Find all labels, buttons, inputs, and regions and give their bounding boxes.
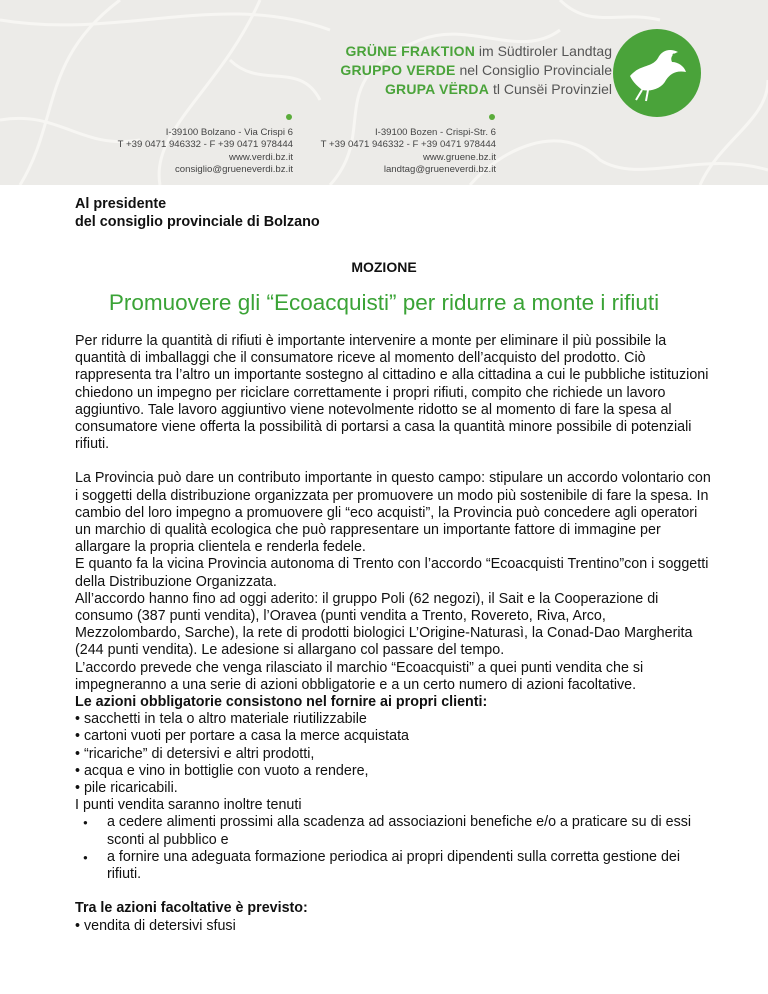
list-item: • “ricariche” di detersivi e altri prodotti, (75, 745, 315, 762)
brand-line-lad: GRUPA VËRDA tl Cunsëi Provinziel (384, 81, 612, 97)
email-link[interactable]: landtag@grueneverdi.bz.it (383, 164, 496, 176)
website-link[interactable]: www.gruene.bz.it (422, 151, 496, 163)
brand-line-it: GRUPPO VERDE nel Consiglio Provinciale (340, 62, 612, 78)
recipient (75, 195, 320, 231)
section-heading: Tra le azioni facoltative è previsto: (75, 900, 308, 917)
list-item: • acqua e vino in bottiglie con vuoto a rendere, (75, 762, 369, 779)
green-dot (286, 114, 292, 120)
list-item: • sacchetti in tela o altro materiale riutilizzabile (75, 711, 367, 728)
address-line: I-39100 Bolzano - Via Crispi 6 (165, 127, 293, 138)
document-body (75, 333, 715, 935)
address-it (118, 127, 293, 177)
paragraph: I punti vendita saranno inoltre tenuti (75, 797, 302, 814)
dove-logo-icon (612, 28, 702, 118)
brand-line-de: GRÜNE FRAKTION im Südtiroler Landtag (345, 43, 612, 59)
phone-line: T +39 0471 946332 - F +39 0471 978444 (320, 139, 496, 151)
email-link[interactable]: consiglio@grueneverdi.bz.it (175, 164, 293, 176)
document-type: MOZIONE (351, 259, 417, 275)
paragraph: La Provincia può dare un contributo importante in questo campo: stipulare un accordo volontario con i soggetti della distribuzione organizzata per promuovere un modo più sostenibile di fare la spesa. In cambio del loro impegno a promuovere gli “eco acquisti”, la Provincia può concedere agli operatori un marchio di qualità ecologica che può rappresentare un importante fattore di immagine per allargare la propria clientela e renderla fedele. (75, 470, 711, 556)
recipient-line: Al presidente (75, 196, 167, 212)
paragraph: Per ridurre la quantità di rifiuti è importante intervenire a monte per eliminare il più possibile la quantità di imballaggi che il consumatore riceve al momento dell’acquisto del prodotto. Ciò rappresenta tra l’altro un importante sostegno al cittadino e alla cittadina a cui le pubbliche istituzioni chiedono un impegno per riciclare correttamente i propri rifiuti, compito che richiede un lavoro aggiuntivo. Tale lavoro aggiuntivo viene notevolmente ridotto se al momento di fare la spesa al consumatore viene offerta la possibilità di portarsi a casa la quantità minore possibile di potenziali rifiuti. (75, 333, 709, 453)
recipient-line: del consiglio provinciale di Bolzano (75, 214, 320, 230)
list-item: • cartoni vuoti per portare a casa la merce acquistata (75, 728, 410, 745)
list-item: • pile ricaricabili. (75, 780, 178, 797)
section-heading: Le azioni obbligatorie consistono nel fornire ai propri clienti: (75, 694, 488, 711)
website-link[interactable]: www.verdi.bz.it (229, 151, 293, 163)
paragraph: L’accordo prevede che venga rilasciato il marchio “Ecoacquisti” a quei punti vendita che si impegneranno a una serie di azioni obbligatorie e a un certo numero di azioni facoltative. (75, 659, 644, 693)
paragraph: All’accordo hanno fino ad oggi aderito: il gruppo Poli (62 negozi), il Sait e la Cooperazione di consumo (387 punti vendita), l’Oravea (punti vendita a Trento, Rovereto, Riva, Arco, Mezzolombardo, Sarche), la rete di prodotti biologici L’Origine-Naturasì, la Conad-Dao Margherita (244 punti vendita). Le adesione si allargano col passare del tempo. (75, 590, 693, 659)
green-dot (489, 114, 495, 120)
letterhead (0, 0, 768, 185)
document-title: Promuovere gli “Ecoacquisti” per ridurre a monte i rifiuti (108, 290, 660, 315)
bullet-icon: ● (83, 852, 88, 862)
phone-line: T +39 0471 946332 - F +39 0471 978444 (117, 139, 293, 151)
list-item: ● a fornire una adeguata formazione periodica ai propri dipendenti sulla corretta gestione dei rifiuti. (75, 849, 715, 883)
bullet-icon: ● (83, 818, 88, 828)
address-line: I-39100 Bozen - Crispi-Str. 6 (374, 127, 496, 138)
list-item: ● a cedere alimenti prossimi alla scadenza ad associazioni benefiche e/o a praticare su di essi sconti al pubblico e (75, 814, 715, 848)
paragraph: E quanto fa la vicina Provincia autonoma di Trento con l’accordo “Ecoacquisti Trentino”con i soggetti della Distribuzione Organizzata. (75, 556, 709, 590)
list-item: • vendita di detersivi sfusi (75, 917, 236, 934)
address-de (321, 127, 496, 177)
